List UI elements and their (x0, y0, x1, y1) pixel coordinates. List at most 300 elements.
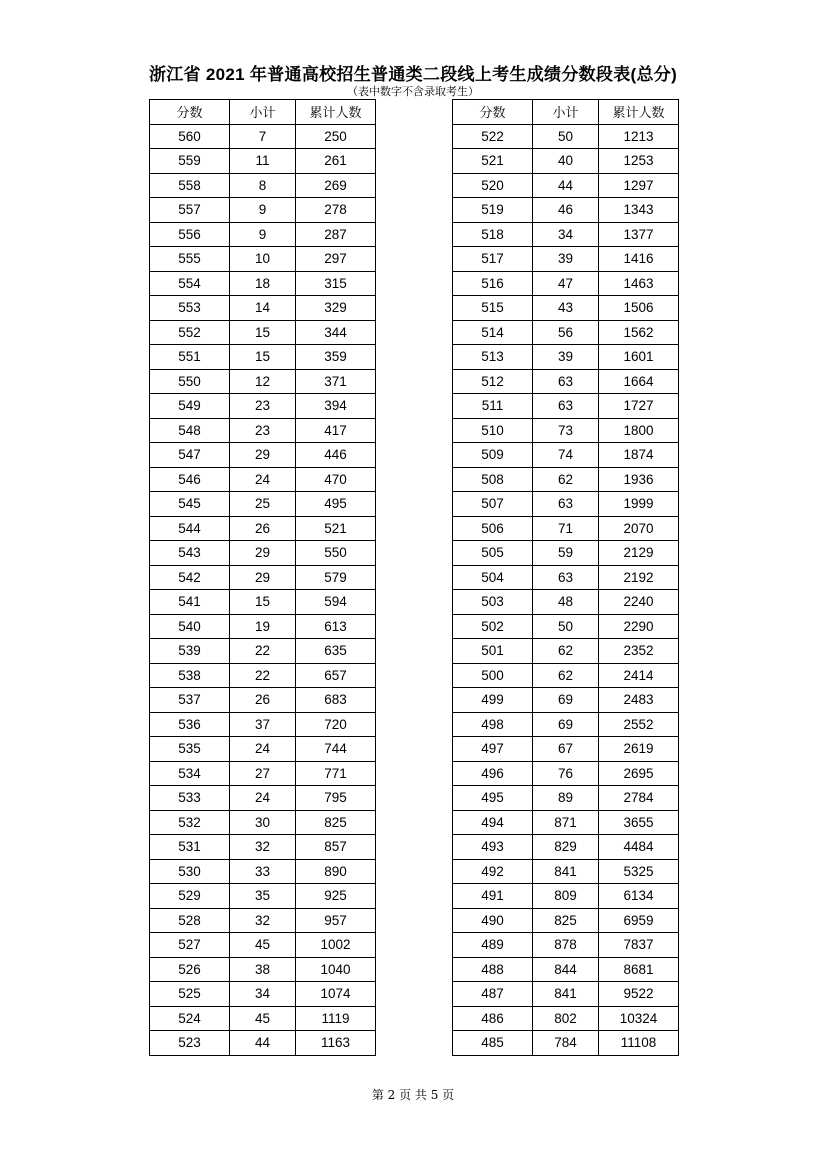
table-row (150, 688, 376, 713)
score-cell: 504 (453, 565, 533, 590)
page-footer: 第 2 页 共 5 页 (371, 1088, 455, 1102)
subtotal-cell: 67 (533, 737, 599, 762)
cumulative-cell: 1936 (599, 467, 679, 492)
cumulative-cell: 278 (296, 198, 376, 223)
score-cell: 533 (150, 786, 230, 811)
subtotal-cell: 69 (533, 712, 599, 737)
table-row (453, 173, 679, 198)
subtotal-cell: 23 (230, 418, 296, 443)
subtotal-cell: 802 (533, 1006, 599, 1031)
table-row (150, 296, 376, 321)
subtotal-cell: 25 (230, 492, 296, 517)
score-cell: 548 (150, 418, 230, 443)
cumulative-cell: 683 (296, 688, 376, 713)
cumulative-cell: 287 (296, 222, 376, 247)
cumulative-cell: 2552 (599, 712, 679, 737)
score-cell: 511 (453, 394, 533, 419)
subtotal-cell: 29 (230, 541, 296, 566)
table-row (150, 541, 376, 566)
cumulative-cell: 1874 (599, 443, 679, 468)
subtotal-cell: 15 (230, 320, 296, 345)
table-row (453, 884, 679, 909)
table-row (150, 1006, 376, 1031)
subtotal-cell: 9 (230, 222, 296, 247)
score-cell: 527 (150, 933, 230, 958)
cumulative-cell: 890 (296, 859, 376, 884)
cumulative-cell: 269 (296, 173, 376, 198)
subtotal-cell: 8 (230, 173, 296, 198)
score-cell: 486 (453, 1006, 533, 1031)
table-row (453, 810, 679, 835)
table-row (453, 614, 679, 639)
page-subtitle: （表中数字不含录取考生） (347, 85, 479, 98)
cumulative-cell: 4484 (599, 835, 679, 860)
table-row (453, 737, 679, 762)
score-cell: 528 (150, 908, 230, 933)
score-cell: 503 (453, 590, 533, 615)
cumulative-cell: 6959 (599, 908, 679, 933)
subtotal-cell: 37 (230, 712, 296, 737)
header-subtotal: 小计 (533, 100, 599, 125)
score-cell: 510 (453, 418, 533, 443)
subtotal-cell: 784 (533, 1031, 599, 1056)
subtotal-cell: 12 (230, 369, 296, 394)
cumulative-cell: 1601 (599, 345, 679, 370)
cumulative-cell: 315 (296, 271, 376, 296)
score-cell: 488 (453, 957, 533, 982)
subtotal-cell: 35 (230, 884, 296, 909)
subtotal-cell: 14 (230, 296, 296, 321)
table-row (453, 516, 679, 541)
table-row (150, 271, 376, 296)
page-title: 浙江省 2021 年普通高校招生普通类二段线上考生成绩分数段表(总分) (148, 65, 678, 84)
score-cell: 545 (150, 492, 230, 517)
cumulative-cell: 1163 (296, 1031, 376, 1056)
table-row (150, 884, 376, 909)
score-cell: 551 (150, 345, 230, 370)
cumulative-cell: 1119 (296, 1006, 376, 1031)
score-cell: 518 (453, 222, 533, 247)
table-row (150, 810, 376, 835)
subtotal-cell: 59 (533, 541, 599, 566)
cumulative-cell: 7837 (599, 933, 679, 958)
cumulative-cell: 8681 (599, 957, 679, 982)
score-cell: 530 (150, 859, 230, 884)
score-cell: 515 (453, 296, 533, 321)
subtotal-cell: 34 (230, 982, 296, 1007)
subtotal-cell: 22 (230, 663, 296, 688)
table-row (453, 541, 679, 566)
table-row (453, 565, 679, 590)
score-cell: 555 (150, 247, 230, 272)
cumulative-cell: 613 (296, 614, 376, 639)
table-row (453, 835, 679, 860)
cumulative-cell: 446 (296, 443, 376, 468)
table-row (453, 296, 679, 321)
cumulative-cell: 2192 (599, 565, 679, 590)
cumulative-cell: 1074 (296, 982, 376, 1007)
cumulative-cell: 10324 (599, 1006, 679, 1031)
subtotal-cell: 69 (533, 688, 599, 713)
cumulative-cell: 657 (296, 663, 376, 688)
cumulative-cell: 1727 (599, 394, 679, 419)
subtotal-cell: 829 (533, 835, 599, 860)
table-row (453, 222, 679, 247)
table-row (150, 320, 376, 345)
table-row (150, 663, 376, 688)
subtotal-cell: 32 (230, 908, 296, 933)
subtotal-cell: 26 (230, 688, 296, 713)
cumulative-cell: 594 (296, 590, 376, 615)
score-cell: 519 (453, 198, 533, 223)
score-cell: 489 (453, 933, 533, 958)
header-cumulative: 累计人数 (296, 100, 376, 125)
score-cell: 495 (453, 786, 533, 811)
cumulative-cell: 2070 (599, 516, 679, 541)
table-row (453, 124, 679, 149)
cumulative-cell: 579 (296, 565, 376, 590)
score-cell: 522 (453, 124, 533, 149)
subtotal-cell: 38 (230, 957, 296, 982)
subtotal-cell: 43 (533, 296, 599, 321)
score-cell: 535 (150, 737, 230, 762)
subtotal-cell: 27 (230, 761, 296, 786)
table-row (453, 394, 679, 419)
cumulative-cell: 5325 (599, 859, 679, 884)
table-row (453, 198, 679, 223)
subtotal-cell: 34 (533, 222, 599, 247)
subtotal-cell: 50 (533, 124, 599, 149)
subtotal-cell: 29 (230, 565, 296, 590)
subtotal-cell: 29 (230, 443, 296, 468)
score-cell: 556 (150, 222, 230, 247)
table-row (453, 1006, 679, 1031)
cumulative-cell: 2414 (599, 663, 679, 688)
subtotal-cell: 44 (533, 173, 599, 198)
table-row (150, 394, 376, 419)
table-row (150, 198, 376, 223)
subtotal-cell: 825 (533, 908, 599, 933)
table-row (453, 908, 679, 933)
table-row (150, 639, 376, 664)
score-cell: 517 (453, 247, 533, 272)
subtotal-cell: 24 (230, 737, 296, 762)
cumulative-cell: 344 (296, 320, 376, 345)
subtotal-cell: 26 (230, 516, 296, 541)
score-cell: 524 (150, 1006, 230, 1031)
score-cell: 526 (150, 957, 230, 982)
score-cell: 541 (150, 590, 230, 615)
cumulative-cell: 550 (296, 541, 376, 566)
cumulative-cell: 1562 (599, 320, 679, 345)
cumulative-cell: 6134 (599, 884, 679, 909)
cumulative-cell: 417 (296, 418, 376, 443)
table-row (453, 639, 679, 664)
cumulative-cell: 795 (296, 786, 376, 811)
table-row (150, 124, 376, 149)
cumulative-cell: 394 (296, 394, 376, 419)
cumulative-cell: 2483 (599, 688, 679, 713)
score-cell: 500 (453, 663, 533, 688)
cumulative-cell: 359 (296, 345, 376, 370)
subtotal-cell: 18 (230, 271, 296, 296)
table-row (453, 467, 679, 492)
score-cell: 531 (150, 835, 230, 860)
table-row (150, 565, 376, 590)
score-cell: 490 (453, 908, 533, 933)
table-row (150, 369, 376, 394)
score-cell: 539 (150, 639, 230, 664)
score-cell: 505 (453, 541, 533, 566)
subtotal-cell: 15 (230, 345, 296, 370)
cumulative-cell: 329 (296, 296, 376, 321)
table-row (453, 761, 679, 786)
subtotal-cell: 48 (533, 590, 599, 615)
table-row (453, 786, 679, 811)
cumulative-cell: 925 (296, 884, 376, 909)
cumulative-cell: 470 (296, 467, 376, 492)
score-cell: 549 (150, 394, 230, 419)
subtotal-cell: 30 (230, 810, 296, 835)
subtotal-cell: 62 (533, 467, 599, 492)
score-cell: 529 (150, 884, 230, 909)
subtotal-cell: 76 (533, 761, 599, 786)
table-row (453, 663, 679, 688)
score-cell: 553 (150, 296, 230, 321)
cumulative-cell: 261 (296, 149, 376, 174)
subtotal-cell: 50 (533, 614, 599, 639)
subtotal-cell: 22 (230, 639, 296, 664)
cumulative-cell: 957 (296, 908, 376, 933)
score-cell: 540 (150, 614, 230, 639)
score-cell: 501 (453, 639, 533, 664)
score-cell: 558 (150, 173, 230, 198)
table-row (150, 908, 376, 933)
subtotal-cell: 62 (533, 663, 599, 688)
table-row (150, 173, 376, 198)
score-cell: 534 (150, 761, 230, 786)
score-cell: 499 (453, 688, 533, 713)
cumulative-cell: 11108 (599, 1031, 679, 1056)
subtotal-cell: 63 (533, 369, 599, 394)
score-cell: 514 (453, 320, 533, 345)
score-table-left (149, 99, 376, 1056)
table-row (453, 443, 679, 468)
table-row (453, 492, 679, 517)
table-header-row (150, 100, 376, 125)
table-row (453, 688, 679, 713)
table-row (150, 712, 376, 737)
score-cell: 516 (453, 271, 533, 296)
table-row (150, 516, 376, 541)
subtotal-cell: 89 (533, 786, 599, 811)
cumulative-cell: 2290 (599, 614, 679, 639)
header-score: 分数 (150, 100, 230, 125)
cumulative-cell: 2619 (599, 737, 679, 762)
score-cell: 498 (453, 712, 533, 737)
cumulative-cell: 771 (296, 761, 376, 786)
score-cell: 493 (453, 835, 533, 860)
subtotal-cell: 56 (533, 320, 599, 345)
table-row (150, 835, 376, 860)
table-body-right (453, 124, 679, 1055)
cumulative-cell: 2129 (599, 541, 679, 566)
cumulative-cell: 297 (296, 247, 376, 272)
cumulative-cell: 9522 (599, 982, 679, 1007)
table-row (453, 712, 679, 737)
subtotal-cell: 878 (533, 933, 599, 958)
cumulative-cell: 371 (296, 369, 376, 394)
table-row (453, 859, 679, 884)
table-row (150, 492, 376, 517)
subtotal-cell: 63 (533, 394, 599, 419)
table-row (150, 418, 376, 443)
table-row (453, 590, 679, 615)
table-row (150, 957, 376, 982)
score-cell: 543 (150, 541, 230, 566)
cumulative-cell: 1416 (599, 247, 679, 272)
cumulative-cell: 857 (296, 835, 376, 860)
table-row (453, 149, 679, 174)
table-row (453, 247, 679, 272)
score-cell: 494 (453, 810, 533, 835)
table-row (150, 247, 376, 272)
table-row (150, 345, 376, 370)
score-cell: 509 (453, 443, 533, 468)
table-row (150, 761, 376, 786)
cumulative-cell: 495 (296, 492, 376, 517)
cumulative-cell: 2695 (599, 761, 679, 786)
score-cell: 532 (150, 810, 230, 835)
cumulative-cell: 1800 (599, 418, 679, 443)
subtotal-cell: 63 (533, 492, 599, 517)
subtotal-cell: 23 (230, 394, 296, 419)
cumulative-cell: 521 (296, 516, 376, 541)
score-cell: 547 (150, 443, 230, 468)
score-cell: 544 (150, 516, 230, 541)
subtotal-cell: 45 (230, 1006, 296, 1031)
subtotal-cell: 39 (533, 345, 599, 370)
subtotal-cell: 24 (230, 786, 296, 811)
table-row (453, 957, 679, 982)
subtotal-cell: 841 (533, 859, 599, 884)
score-cell: 512 (453, 369, 533, 394)
subtotal-cell: 809 (533, 884, 599, 909)
cumulative-cell: 1664 (599, 369, 679, 394)
score-cell: 538 (150, 663, 230, 688)
subtotal-cell: 871 (533, 810, 599, 835)
table-row (150, 222, 376, 247)
subtotal-cell: 39 (533, 247, 599, 272)
subtotal-cell: 841 (533, 982, 599, 1007)
score-cell: 560 (150, 124, 230, 149)
cumulative-cell: 2784 (599, 786, 679, 811)
header-subtotal: 小计 (230, 100, 296, 125)
score-cell: 485 (453, 1031, 533, 1056)
table-row (453, 369, 679, 394)
subtotal-cell: 45 (230, 933, 296, 958)
table-row (453, 933, 679, 958)
score-table-right (452, 99, 679, 1056)
cumulative-cell: 2240 (599, 590, 679, 615)
score-cell: 554 (150, 271, 230, 296)
score-cell: 497 (453, 737, 533, 762)
score-cell: 546 (150, 467, 230, 492)
score-cell: 557 (150, 198, 230, 223)
score-cell: 536 (150, 712, 230, 737)
subtotal-cell: 844 (533, 957, 599, 982)
cumulative-cell: 825 (296, 810, 376, 835)
subtotal-cell: 47 (533, 271, 599, 296)
score-cell: 559 (150, 149, 230, 174)
table-row (150, 1031, 376, 1056)
score-cell: 523 (150, 1031, 230, 1056)
header-score: 分数 (453, 100, 533, 125)
cumulative-cell: 1040 (296, 957, 376, 982)
subtotal-cell: 15 (230, 590, 296, 615)
subtotal-cell: 63 (533, 565, 599, 590)
table-row (150, 933, 376, 958)
cumulative-cell: 1253 (599, 149, 679, 174)
cumulative-cell: 1463 (599, 271, 679, 296)
score-cell: 496 (453, 761, 533, 786)
score-cell: 506 (453, 516, 533, 541)
table-row (150, 149, 376, 174)
score-cell: 513 (453, 345, 533, 370)
cumulative-cell: 744 (296, 737, 376, 762)
table-row (150, 443, 376, 468)
cumulative-cell: 720 (296, 712, 376, 737)
table-row (150, 614, 376, 639)
cumulative-cell: 250 (296, 124, 376, 149)
table-row (453, 345, 679, 370)
table-row (150, 467, 376, 492)
cumulative-cell: 1213 (599, 124, 679, 149)
table-row (453, 418, 679, 443)
score-cell: 491 (453, 884, 533, 909)
table-row (150, 737, 376, 762)
header-cumulative: 累计人数 (599, 100, 679, 125)
subtotal-cell: 32 (230, 835, 296, 860)
cumulative-cell: 1506 (599, 296, 679, 321)
score-cell: 552 (150, 320, 230, 345)
subtotal-cell: 33 (230, 859, 296, 884)
table-row (150, 786, 376, 811)
subtotal-cell: 71 (533, 516, 599, 541)
subtotal-cell: 24 (230, 467, 296, 492)
cumulative-cell: 1002 (296, 933, 376, 958)
cumulative-cell: 1343 (599, 198, 679, 223)
table-header-row (453, 100, 679, 125)
subtotal-cell: 44 (230, 1031, 296, 1056)
cumulative-cell: 2352 (599, 639, 679, 664)
subtotal-cell: 73 (533, 418, 599, 443)
table-row (453, 271, 679, 296)
table-row (453, 1031, 679, 1056)
subtotal-cell: 46 (533, 198, 599, 223)
table-row (150, 859, 376, 884)
subtotal-cell: 74 (533, 443, 599, 468)
score-cell: 502 (453, 614, 533, 639)
score-cell: 492 (453, 859, 533, 884)
score-cell: 525 (150, 982, 230, 1007)
subtotal-cell: 10 (230, 247, 296, 272)
subtotal-cell: 7 (230, 124, 296, 149)
score-cell: 487 (453, 982, 533, 1007)
table-row (150, 590, 376, 615)
score-cell: 520 (453, 173, 533, 198)
score-cell: 508 (453, 467, 533, 492)
